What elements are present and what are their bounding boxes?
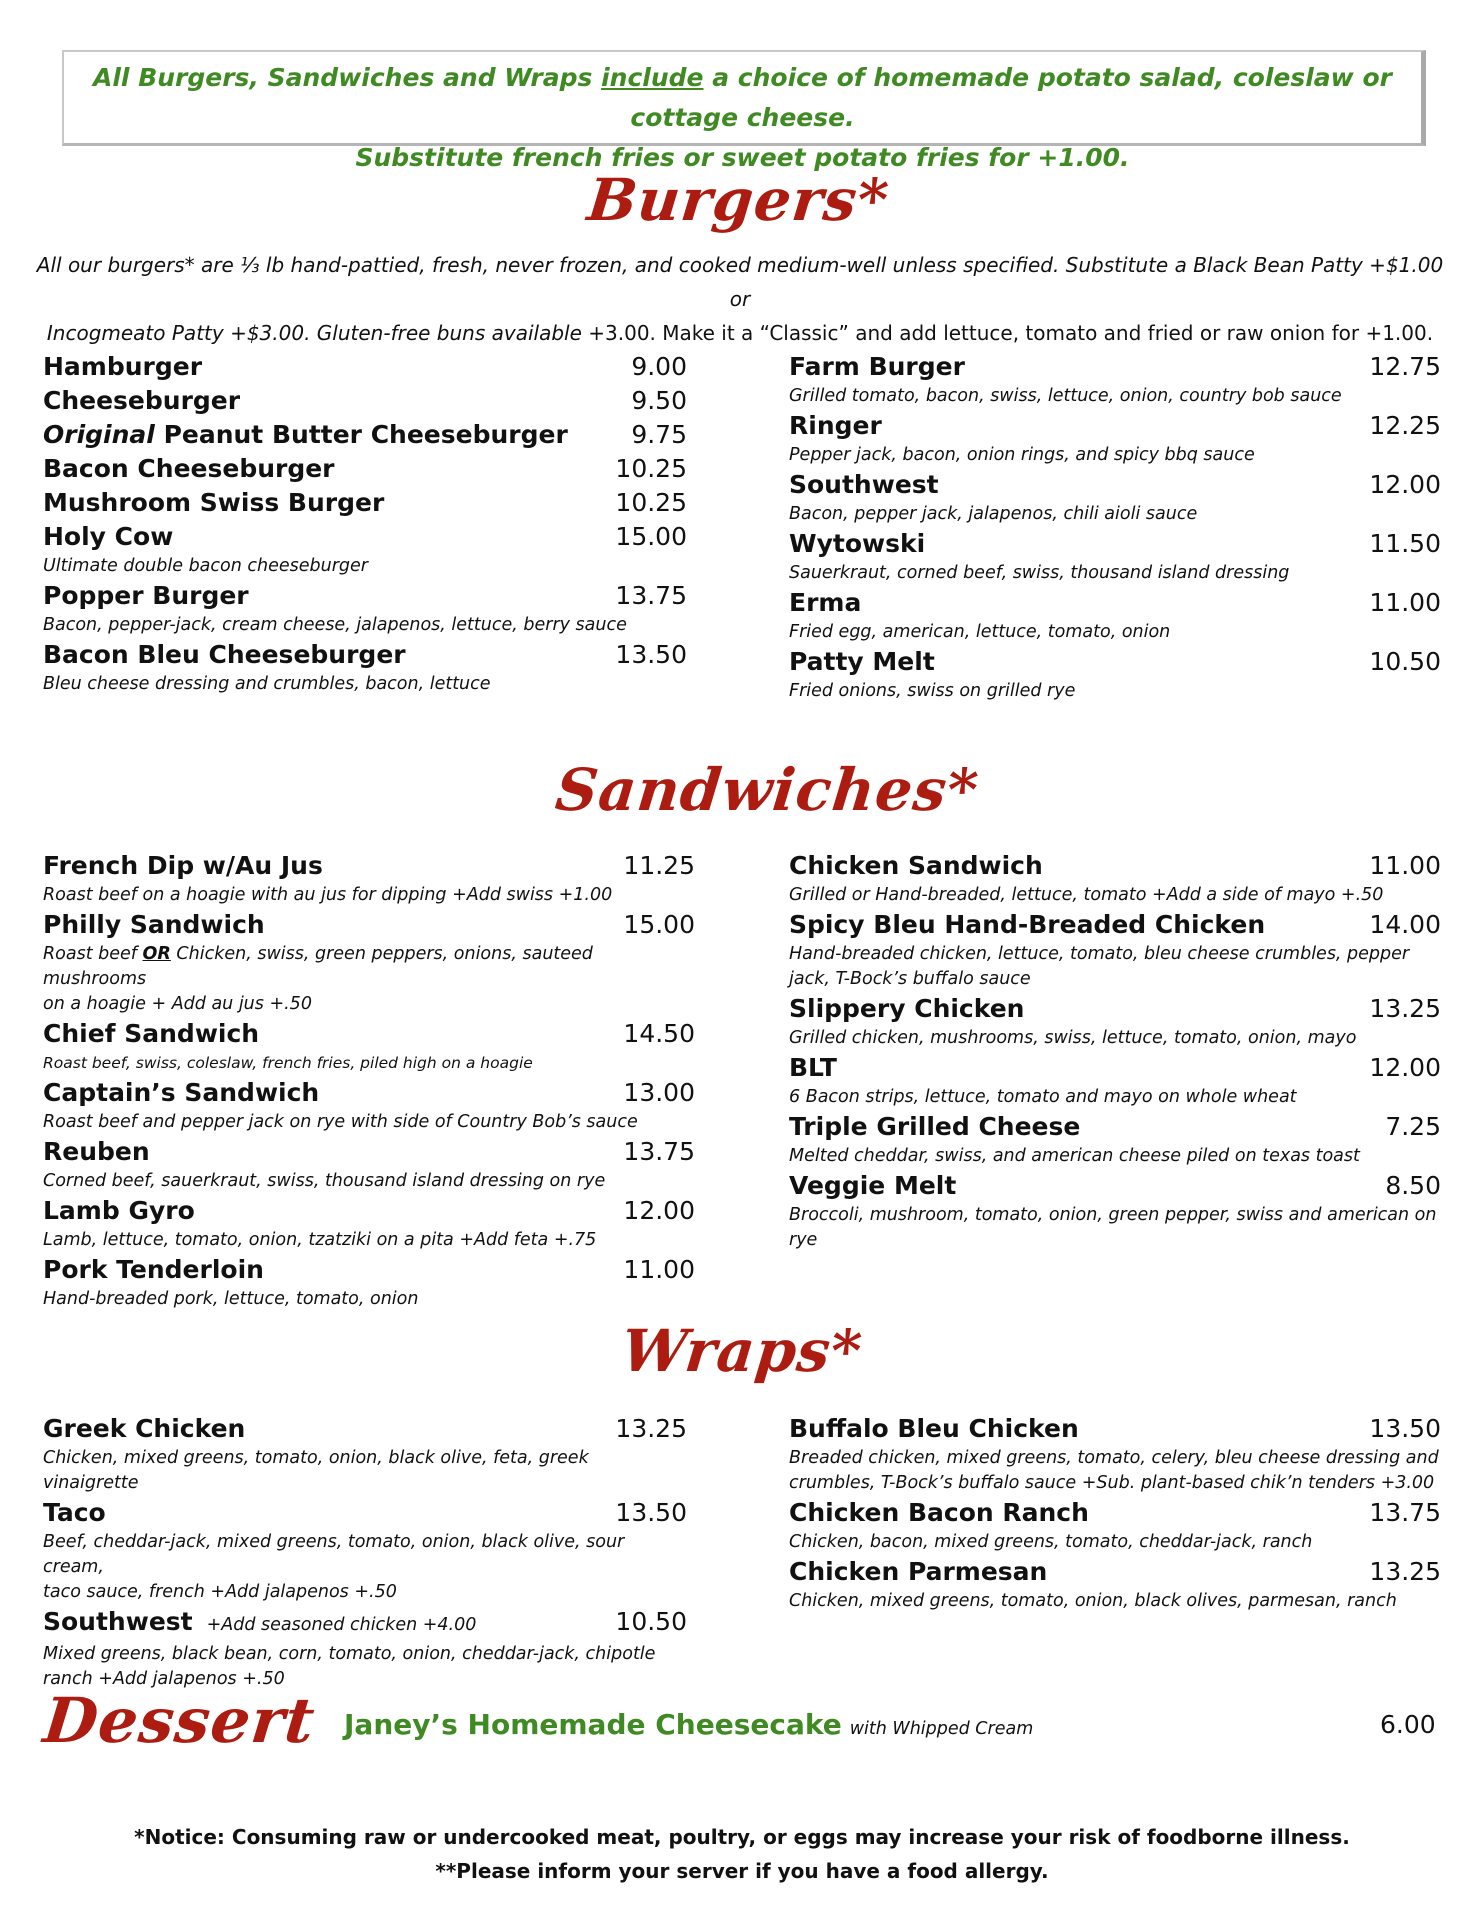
- item-price: 10.25: [615, 454, 687, 483]
- item-price: 11.00: [1369, 588, 1441, 617]
- item-name: Bacon Bleu Cheeseburger: [43, 640, 406, 669]
- dessert-item: [344, 1708, 1033, 1741]
- item-name: Captain’s Sandwich: [43, 1078, 320, 1107]
- item-price: 12.00: [1369, 1053, 1441, 1082]
- menu-item: [789, 1496, 1441, 1555]
- item-name: Chief Sandwich: [43, 1019, 260, 1048]
- item-name-text: Peanut Butter Cheeseburger: [154, 420, 568, 449]
- menu-item: [43, 1412, 687, 1496]
- item-description: Beef, cheddar-jack, mixed greens, tomato, onion, black olive, sour cream,: [43, 1532, 625, 1577]
- item-price: 13.50: [615, 640, 687, 669]
- item-price: 14.50: [623, 1019, 695, 1048]
- item-name: Reuben: [43, 1137, 150, 1166]
- menu-item: [43, 1605, 687, 1692]
- item-name: Veggie Melt: [789, 1171, 957, 1200]
- item-description: rye: [789, 1230, 818, 1250]
- item-price: 13.25: [615, 1414, 687, 1443]
- burgers-intro: [30, 248, 1450, 350]
- item-name: Chicken Parmesan: [789, 1557, 1048, 1586]
- item-price: 15.00: [615, 522, 687, 551]
- item-description: crumbles, T-Bock’s buffalo sauce +Sub. plant-based chik’n tenders +3.00: [789, 1473, 1435, 1493]
- item-description: Chicken, mixed greens, tomato, onion, black olives, parmesan, ranch: [789, 1591, 1397, 1611]
- item-description: Chicken, mixed greens, tomato, onion, black olive, feta, greek vinaigrette: [43, 1448, 589, 1493]
- banner-underlined: include: [601, 63, 704, 92]
- item-name: Taco: [43, 1498, 106, 1527]
- item-price: 13.25: [1369, 994, 1441, 1023]
- wraps-right-column: [789, 1412, 1441, 1614]
- item-name: Slippery Chicken: [789, 994, 1025, 1023]
- notice-line-1: *Notice: Consuming raw or undercooked meat, poultry, or eggs may increase your risk of foodborne illness.: [134, 1825, 1350, 1849]
- menu-item: [43, 520, 687, 579]
- item-name: Patty Melt: [789, 647, 935, 676]
- menu-item: [789, 1169, 1441, 1253]
- item-price: 12.00: [623, 1196, 695, 1225]
- item-name: Bacon Cheeseburger: [43, 454, 335, 483]
- item-name: [43, 418, 687, 452]
- item-description: jack, T-Bock’s buffalo sauce: [789, 969, 1031, 989]
- wraps-left-column: [43, 1412, 687, 1692]
- item-description: Sauerkraut, corned beef, swiss, thousand island dressing: [789, 563, 1290, 583]
- menu-item: [789, 1555, 1441, 1614]
- item-price: 7.25: [1385, 1112, 1441, 1141]
- menu-item: [43, 1496, 687, 1605]
- item-description: Pepper jack, bacon, onion rings, and spicy bbq sauce: [789, 445, 1255, 465]
- menu-item: [43, 1194, 695, 1253]
- menu-item: [43, 452, 687, 486]
- item-description: Chicken, bacon, mixed greens, tomato, cheddar-jack, ranch: [789, 1532, 1313, 1552]
- wraps-title: Wraps*: [618, 1317, 866, 1385]
- item-price: 13.50: [615, 1498, 687, 1527]
- item-price: 9.75: [631, 420, 687, 449]
- item-price: 10.25: [615, 488, 687, 517]
- menu-item: [789, 350, 1441, 409]
- item-price: 9.00: [631, 352, 687, 381]
- item-name: Ringer: [789, 411, 882, 440]
- item-description: ranch +Add jalapenos +.50: [43, 1669, 285, 1689]
- intro-text: Incogmeato Patty +$3.00. Gluten-free buns available: [46, 321, 589, 345]
- item-description: Lamb, lettuce, tomato, onion, tzatziki on a pita +Add feta +.75: [43, 1230, 597, 1250]
- menu-item: [43, 1253, 695, 1312]
- menu-item: [43, 579, 687, 638]
- banner-line-2: Substitute french fries or sweet potato fries for +1.00.: [355, 143, 1130, 172]
- desc-emphasis: OR: [142, 944, 171, 964]
- menu-item: [43, 384, 687, 418]
- sides-banner: [62, 50, 1426, 172]
- item-description: taco sauce, french +Add jalapenos +.50: [43, 1582, 397, 1602]
- item-name: [43, 1605, 687, 1642]
- menu-item: [789, 586, 1441, 645]
- intro-text: +3.00. Make it a “Classic” and add lettuce, tomato and fried or raw onion for +1.00.: [588, 321, 1434, 345]
- item-price: 9.50: [631, 386, 687, 415]
- item-price: 10.50: [1369, 647, 1441, 676]
- item-name: Buffalo Bleu Chicken: [789, 1414, 1079, 1443]
- menu-item: [789, 849, 1441, 908]
- item-price: 11.25: [623, 851, 695, 880]
- menu-item: [43, 1017, 695, 1076]
- menu-item: [789, 645, 1441, 704]
- item-description: Fried egg, american, lettuce, tomato, onion: [789, 622, 1171, 642]
- item-name: Mushroom Swiss Burger: [43, 488, 385, 517]
- item-description: Hand-breaded chicken, lettuce, tomato, bleu cheese crumbles, pepper: [789, 944, 1410, 964]
- item-name: Lamb Gyro: [43, 1196, 195, 1225]
- menu-item: [789, 468, 1441, 527]
- item-name: Cheeseburger: [43, 386, 241, 415]
- item-price: 14.00: [1369, 910, 1441, 939]
- dessert-price: 6.00: [1380, 1710, 1436, 1739]
- item-name: Erma: [789, 588, 862, 617]
- item-name: Hamburger: [43, 352, 203, 381]
- item-description: Roast beef on a hoagie with au jus for dipping +Add swiss +1.00: [43, 885, 613, 905]
- banner-text: a choice of homemade potato salad, coleslaw or cottage cheese.: [630, 63, 1392, 132]
- menu-item: [43, 350, 687, 384]
- item-description: Bacon, pepper-jack, cream cheese, jalapenos, lettuce, berry sauce: [43, 615, 627, 635]
- item-description: Fried onions, swiss on grilled rye: [789, 681, 1076, 701]
- menu-item: [789, 992, 1441, 1051]
- item-name: Spicy Bleu Hand-Breaded Chicken: [789, 910, 1266, 939]
- item-description: Bacon, pepper jack, jalapenos, chili aioli sauce: [789, 504, 1198, 524]
- item-addon: +Add seasoned chicken +4.00: [206, 1615, 477, 1635]
- item-price: 12.25: [1369, 411, 1441, 440]
- item-description: Grilled chicken, mushrooms, swiss, lettuce, tomato, onion, mayo: [789, 1028, 1357, 1048]
- menu-item: [789, 527, 1441, 586]
- item-price: 12.00: [1369, 470, 1441, 499]
- burgers-left-column: [43, 350, 687, 697]
- menu-item: [43, 908, 695, 1017]
- sandwiches-left-column: [43, 849, 695, 1312]
- item-description: Hand-breaded pork, lettuce, tomato, onion: [43, 1289, 419, 1309]
- burgers-intro-line-1: All our burgers* are ⅓ lb hand-pattied, fresh, never frozen, and cooked medium-well unless specified. Substitute a Black Bean Patty +$1.00 or: [36, 253, 1444, 311]
- item-price: 13.75: [623, 1137, 695, 1166]
- menu-item: [789, 908, 1441, 992]
- dessert-title: Dessert: [40, 1684, 319, 1757]
- item-name: Farm Burger: [789, 352, 965, 381]
- item-description: Roast beef, swiss, coleslaw, french fries, piled high on a hoagie: [43, 1054, 533, 1072]
- item-description: on a hoagie + Add au jus +.50: [43, 994, 312, 1014]
- menu-item: [43, 638, 687, 697]
- item-description: [43, 942, 695, 992]
- menu-item: [43, 1076, 695, 1135]
- item-name-emphasis: Original: [43, 420, 155, 449]
- item-name: Wytowski: [789, 529, 926, 558]
- burgers-intro-line-2: [30, 316, 1450, 350]
- item-price: 13.00: [623, 1078, 695, 1107]
- menu-item: [43, 486, 687, 520]
- sandwiches-title: Sandwiches*: [552, 756, 983, 824]
- item-price: 8.50: [1385, 1171, 1441, 1200]
- dessert-extra: with Whipped Cream: [849, 1719, 1034, 1739]
- item-name: French Dip w/Au Jus: [43, 851, 323, 880]
- item-price: 13.75: [1369, 1498, 1441, 1527]
- banner-text: All Burgers, Sandwiches and Wraps: [93, 63, 602, 92]
- burgers-title: Burgers*: [584, 166, 893, 234]
- menu-item: [43, 849, 695, 908]
- notice-line-2: **Please inform your server if you have a food allergy.: [435, 1859, 1049, 1883]
- item-price: 13.25: [1369, 1557, 1441, 1586]
- banner-line-1: [64, 58, 1421, 138]
- menu-item: [789, 1412, 1441, 1496]
- item-name: Chicken Bacon Ranch: [789, 1498, 1089, 1527]
- item-price: 11.00: [623, 1255, 695, 1284]
- menu-item: [789, 409, 1441, 468]
- item-description: Mixed greens, black bean, corn, tomato, onion, cheddar-jack, chipotle: [43, 1644, 656, 1664]
- item-description: Breaded chicken, mixed greens, tomato, celery, bleu cheese dressing and: [789, 1448, 1439, 1468]
- item-price: 12.75: [1369, 352, 1441, 381]
- item-description: Melted cheddar, swiss, and american cheese piled on texas toast: [789, 1146, 1360, 1166]
- item-description: Broccoli, mushroom, tomato, onion, green pepper, swiss and american on: [789, 1205, 1437, 1225]
- sandwiches-right-column: [789, 849, 1441, 1253]
- item-price: 13.50: [1369, 1414, 1441, 1443]
- item-price: 15.00: [623, 910, 695, 939]
- desc-text: Roast beef: [43, 944, 143, 964]
- item-description: Corned beef, sauerkraut, swiss, thousand island dressing on rye: [43, 1171, 606, 1191]
- item-name: Greek Chicken: [43, 1414, 246, 1443]
- burgers-right-column: [789, 350, 1441, 704]
- item-price: 13.75: [615, 581, 687, 610]
- item-name: Philly Sandwich: [43, 910, 265, 939]
- item-price: 10.50: [615, 1607, 687, 1636]
- item-description: Bleu cheese dressing and crumbles, bacon, lettuce: [43, 674, 491, 694]
- allergy-notice: [0, 1820, 1484, 1888]
- item-name: Pork Tenderloin: [43, 1255, 264, 1284]
- desc-text: Chicken, swiss, green peppers, onions, sauteed mushrooms: [43, 944, 593, 989]
- item-name: Southwest: [789, 470, 939, 499]
- item-description: 6 Bacon strips, lettuce, tomato and mayo on whole wheat: [789, 1087, 1297, 1107]
- menu-item: [789, 1051, 1441, 1110]
- item-description: Ultimate double bacon cheeseburger: [43, 556, 368, 576]
- item-name-text: Southwest: [43, 1607, 193, 1636]
- dessert-name: Janey’s Homemade Cheesecake: [344, 1708, 842, 1741]
- item-name: Triple Grilled Cheese: [789, 1112, 1081, 1141]
- item-name: Holy Cow: [43, 522, 174, 551]
- item-price: 11.00: [1369, 851, 1441, 880]
- menu-item: [43, 1135, 695, 1194]
- menu-item: [789, 1110, 1441, 1169]
- item-description: Grilled tomato, bacon, swiss, lettuce, onion, country bob sauce: [789, 386, 1342, 406]
- menu-item: [43, 418, 687, 452]
- item-description: Roast beef and pepper jack on rye with side of Country Bob’s sauce: [43, 1112, 638, 1132]
- item-description: Grilled or Hand-breaded, lettuce, tomato +Add a side of mayo +.50: [789, 885, 1384, 905]
- item-name: Popper Burger: [43, 581, 249, 610]
- item-name: BLT: [789, 1053, 837, 1082]
- item-name: Chicken Sandwich: [789, 851, 1043, 880]
- item-price: 11.50: [1369, 529, 1441, 558]
